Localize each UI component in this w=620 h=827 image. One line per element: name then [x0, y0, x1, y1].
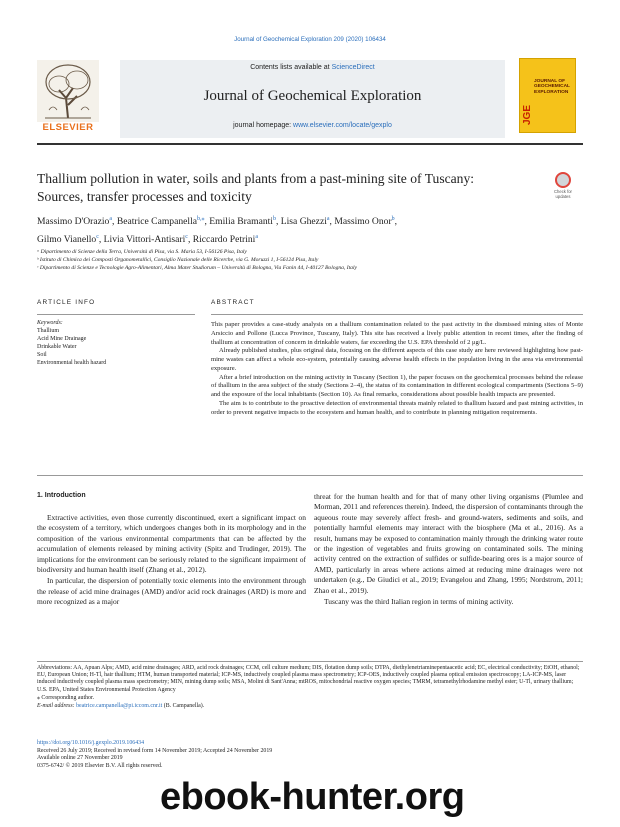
body-column-right: [314, 492, 583, 608]
email-line: [37, 703, 583, 710]
body-column-left: [37, 513, 306, 609]
keywords-heading: Keywords:: [37, 320, 63, 326]
check-updates-label: Check for updates: [554, 189, 572, 199]
corresponding-author-note: ⁎ Corresponding author.: [37, 694, 95, 701]
available-online: Available online 27 November 2019: [37, 755, 123, 761]
cover-jge: JGE: [522, 104, 533, 125]
journal-cover: [519, 58, 576, 133]
watermark: ebook-hunter.org: [160, 776, 465, 818]
journal-reference[interactable]: Journal of Geochemical Exploration 209 (2020) 106434: [234, 36, 386, 43]
author-affiliation-marker[interactable]: b: [391, 216, 395, 222]
cover-title: JOURNAL OF GEOCHEMICAL EXPLORATION: [534, 79, 570, 95]
body-paragraph: Extractive activities, even those currently discontinued, exert a significant impact on the ecosystem of a territory, which undergoes changes both in its morphology and in the composition of the various environmental compartments that can be affected by the accumulation of elements released by mining activity (Spitz and Trudinger, 2019). The implications for the environment can be seriously related to the significant impairment of biodiversity and human health itself (Zhang et al., 2012).: [37, 513, 306, 575]
abstract-label: ABSTRACT: [211, 299, 255, 306]
abstract-body: [211, 321, 583, 417]
affiliation-c: ᶜ Dipartimento di Scienze e Tecnologie Agro-Alimentari, Alma Mater Studiorum – Università di Bologna, Via Fanin 44, I-40127 Bologna, Italy: [37, 265, 358, 271]
abstract-paragraph: After a brief introduction on the mining activity in Tuscany (Section 1), the paper focuses on the geochemical processes behind the release of thallium in the area subject of the study (Sections 2–4), the status of its contamination in different ecological compartments (Sections 5–9) and the exposure of the local inhabitants (Section 10). As final remarks, considerations about possible health impacts are presented.: [211, 373, 583, 398]
email-prefix: E-mail address:: [37, 703, 77, 710]
keyword-item: Drinkable Water: [37, 344, 77, 350]
keywords-rule: [37, 314, 195, 315]
abbreviations-footnote: Abbreviations: AA, Apuan Alps; AMD, acid mine drainages; ARD, acid rock drainages; CCM, cell culture medium; DIS, flotation dump soils; DTPA, diethylenetriaminepentaacetic acid; EC, electrical conductivity; EtOH, ethanol; EU, European Union; H-Tl, hair thallium; HTM, human transported material; ICP-MS, inductively coupled plasma mass spectrometry; ICP-OES, inductively coupled plasma optical emission spectroscopy; LA-ICP-MS, laser induced inductively coupled plasma mass spectrometry; MIN, mining dump soils; MSA, Molini di Sant'Anna; mtROS, mitochondrial reactive oxygen species; TMRM, tetramethylrhodamine methyl ester; U-Tl, urinary thallium; U.S. EPA, United States Environmental Protection Agency: [37, 665, 580, 693]
author-affiliation-marker[interactable]: c: [185, 233, 188, 240]
author-name[interactable]: Beatrice Campanella: [116, 216, 197, 228]
author-list: [37, 212, 583, 247]
received-dates: Received 26 July 2019; Received in revised form 14 November 2019; Accepted 24 November 2019: [37, 747, 273, 754]
affiliation-a: ᵃ Dipartimento di Scienze della Terra, Università di Pisa, via S. Maria 53, I-56126 Pisa, Italy: [37, 249, 247, 255]
header-rule: [37, 143, 583, 145]
author-affiliation-marker[interactable]: b,⁎: [197, 216, 205, 222]
abstract-paragraph: The aim is to contribute to the proactive detection of environmental threats mainly related to thallium hazard and past mining activities, in order to prevent negative impacts to the ecosystem and human health, and to contribute in planning mitigation requirements.: [211, 399, 583, 416]
keyword-item: Environmental health hazard: [37, 360, 107, 366]
check-for-updates-badge[interactable]: [547, 172, 579, 202]
journal-title: Journal of Geochemical Exploration: [203, 88, 422, 104]
doi-link[interactable]: https://doi.org/10.1016/j.gexplo.2019.106434: [37, 740, 145, 746]
author-name[interactable]: Massimo Onor: [334, 216, 392, 228]
article-info-label: ARTICLE INFO: [37, 299, 96, 306]
author-affiliation-marker[interactable]: c: [96, 233, 99, 240]
authors-line-2: Gilmo Vianello$^c$, Livia Vittori-Antisari$^c$, Riccardo Petrini$^a$: [37, 233, 259, 245]
abstract-rule: [211, 314, 583, 315]
email-link[interactable]: beatrice.campanella@pi.iccom.cnr.it: [76, 703, 163, 710]
contents-prefix: Contents lists available at: [250, 64, 332, 71]
publication-info: [37, 740, 272, 770]
author-name[interactable]: Massimo D'Orazio: [37, 216, 110, 228]
author-affiliation-marker[interactable]: b: [272, 216, 276, 222]
author-affiliation-marker[interactable]: a: [326, 216, 330, 222]
abstract-paragraph: Already published studies, plus original data, focusing on the different aspects of this case study are here reviewed highlighting how past-mine wastes can affect a whole eco-system, potentially causing adverse health effects in the population living in the area via environmental exposure.: [211, 347, 583, 372]
abstract-paragraph: This paper provides a case-study analysis on a thallium contamination related to the past activity in the dismissed mining sites of Monte Arsiccio and Pollone (Lucca Province, Tuscany, Italy). This site has received a lively public attention in recent times, after the finding of thallium at concentration of concern in drinkable waters, far exceeding the U.S. EPA threshold of 2 μg/L.: [211, 321, 583, 346]
article-title: Thallium pollution in water, soils and plants from a past-mining site of Tuscany: Sources, transfer processes and toxicity: [37, 171, 475, 204]
author-affiliation-marker[interactable]: a: [109, 216, 113, 222]
keyword-item: Soil: [37, 352, 47, 358]
author-affiliation-marker[interactable]: a: [255, 233, 259, 240]
abstract-bottom-rule: [37, 475, 583, 476]
body-paragraph: In particular, the dispersion of potentially toxic elements into the environment through the release of acid mine drainages (AMD) and/or acid rock drainages (ARD) is more and more recognized as a major: [37, 576, 306, 607]
elsevier-wordmark: ELSEVIER: [42, 122, 94, 133]
introduction-heading: 1. Introduction: [37, 492, 86, 499]
authors-line-1: Massimo D'Orazio$^a$, Beatrice Campanella$^{b,⁎}$, Emilia Bramanti$^b$, Lisa Ghezzi$^a$, Massimo Onor$^b$,: [37, 216, 398, 228]
keyword-item: Thallium: [37, 328, 59, 334]
body-paragraph: threat for the human health and for that of many other living organisms (Plumlee and Morman, 2011 and references therein). Indeed, the dispersion of contaminants through the aqueous route may severely affect fresh- and ground-waters, sediments and soils, and potentially harmful elements may interact with the biosphere (Ma et al., 2016). As a result, humans may be exposed to contamination mainly through the drinking water route or the ingestion of vegetables and fruits growing on contaminated soils. The mining activity centred on the extraction of sulfides or sulfide-bearing ores is a major source of AMD, particularly in areas where actions aimed at reducing mine drainages were not undertaken (e.g., De Giudici et al., 2019; Evangelou and Zhang, 1995; Nordstrom, 2011; Zhao et al., 2019).: [314, 492, 583, 595]
email-suffix: (B. Campanella).: [162, 703, 205, 710]
homepage-prefix: journal homepage:: [233, 122, 294, 129]
author-name[interactable]: Riccardo Petrini: [192, 233, 256, 245]
author-name[interactable]: Emilia Bramanti: [209, 216, 273, 228]
contents-line: [120, 64, 505, 71]
keyword-item: Acid Mine Drainage: [37, 336, 87, 342]
homepage-line: [120, 122, 505, 129]
footnotes: [37, 665, 583, 711]
copyright-line: 0375-6742/ © 2019 Elsevier B.V. All rights reserved.: [37, 762, 163, 769]
author-name[interactable]: Gilmo Vianello: [37, 233, 97, 245]
homepage-link[interactable]: www.elsevier.com/locate/gexplo: [293, 122, 392, 129]
author-name[interactable]: Lisa Ghezzi: [280, 216, 327, 228]
author-name[interactable]: Livia Vittori-Antisari: [103, 233, 186, 245]
sciencedirect-link[interactable]: ScienceDirect: [331, 64, 375, 71]
body-paragraph: Tuscany was the third Italian region in terms of mining activity.: [324, 597, 514, 607]
footnote-rule: [37, 661, 583, 662]
check-updates-icon: [555, 172, 571, 188]
affiliation-b: ᵇ Istituto di Chimica dei Composti Organometallici, Consiglio Nazionale delle Ricerche, via G. Moruzzi 1, I-56124 Pisa, Italy: [37, 257, 319, 263]
